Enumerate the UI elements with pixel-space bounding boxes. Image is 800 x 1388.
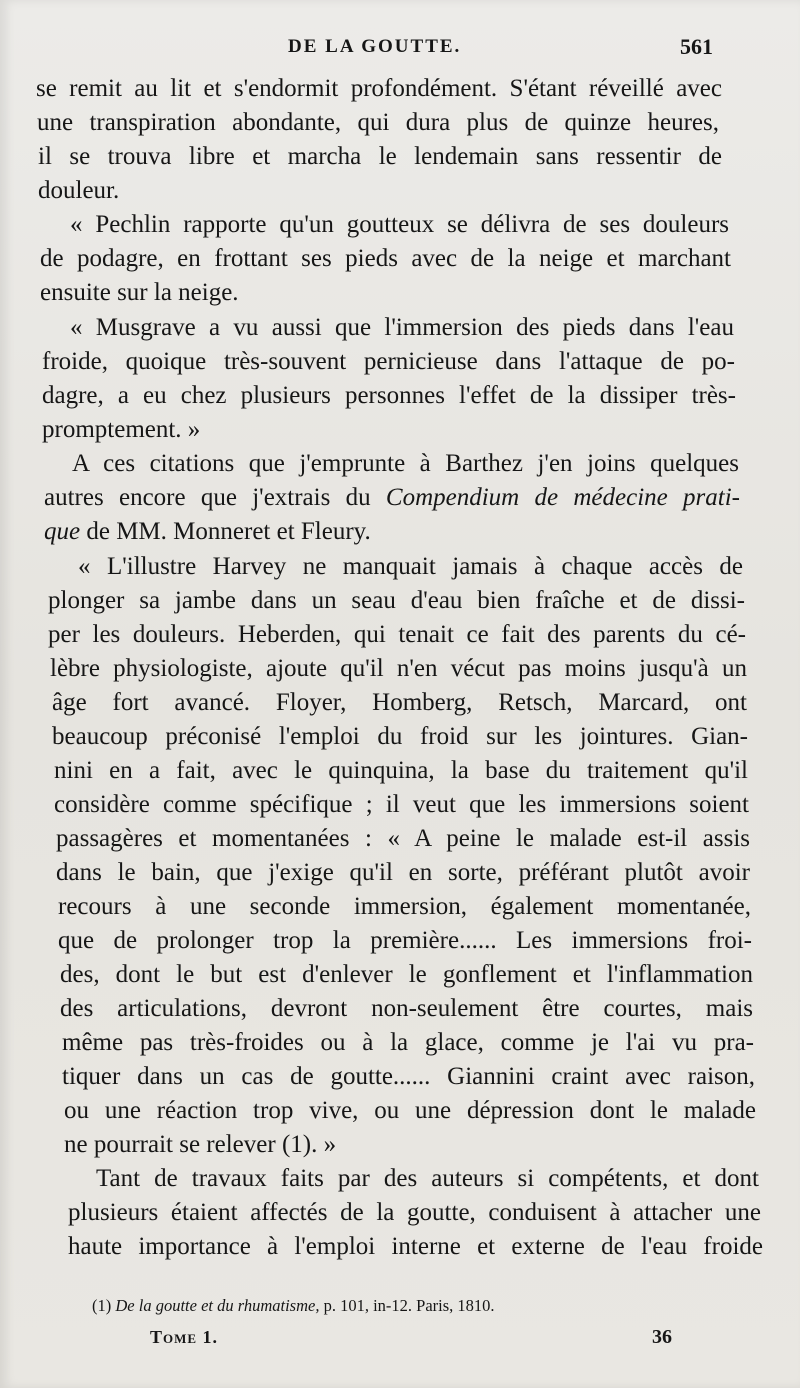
volume-label: Tome 1. xyxy=(150,1327,219,1347)
text-line: dagre, a eu chez plusieurs personnes l'effet de la dissiper très- xyxy=(42,382,736,409)
signature-mark: 36 xyxy=(652,1326,672,1348)
text-line: ou une réaction trop vive, ou une dépression dont le malade xyxy=(64,1097,756,1124)
text-line: beaucoup préconisé l'emploi du froid sur les jointures. Gian- xyxy=(52,723,748,750)
text-line: même pas très-froides ou à la glace, comme je l'ai vu pra- xyxy=(62,1029,754,1056)
text-line: plonger sa jambe dans un seau d'eau bien fraîche et de dissi- xyxy=(48,587,745,614)
book-title: Compendium de médecine prati- xyxy=(385,484,740,511)
text-line: « Pechlin rapporte qu'un goutteux se délivra de ses douleurs xyxy=(70,211,729,238)
page-number: 561 xyxy=(680,34,713,59)
text-line: tiquer dans un cas de goutte...... Giannini craint avec raison, xyxy=(62,1063,755,1090)
text-line xyxy=(44,483,740,513)
footnote-marker: (1) xyxy=(92,1296,112,1315)
text-line: passagères et momentanées : « A peine le malade est-il assis xyxy=(56,825,750,852)
text-line: Tant de travaux faits par des auteurs si compétents, et dont xyxy=(96,1165,759,1192)
text-line: recours à une seconde immersion, également momentanée, xyxy=(58,893,751,920)
text-line: A ces citations que j'emprunte à Barthez j'en joins quelques xyxy=(72,450,739,477)
text-line: âge fort avancé. Floyer, Homberg, Retsch, Marcard, ont xyxy=(52,689,747,716)
text-line: promptement. » xyxy=(42,416,201,443)
footnote-details: p. 101, in-12. Paris, 1810. xyxy=(323,1296,495,1315)
text-line: des articulations, devront non-seulement être courtes, mais xyxy=(60,995,753,1022)
text-line: per les douleurs. Heberden, qui tenait ce fait des parents du cé- xyxy=(48,621,746,648)
text-line: froide, quoique très-souvent pernicieuse dans l'attaque de po- xyxy=(42,348,735,375)
text-line: des, dont le but est d'enlever le gonflement et l'inflammation xyxy=(60,961,753,988)
text-line: il se trouva libre et marcha le lendemain sans ressentir de xyxy=(38,143,722,170)
text-line: se remit au lit et s'endormit profondément. S'étant réveillé avec xyxy=(36,75,722,102)
text-line: dans le bain, que j'exige qu'il en sorte, préférant plutôt avoir xyxy=(56,859,750,886)
text-line: lèbre physiologiste, ajoute qu'il n'en vécut pas moins jusqu'à un xyxy=(50,655,747,682)
running-title: DE LA GOUTTE. xyxy=(288,36,462,57)
text-line: considère comme spécifique ; il veut que les immersions soient xyxy=(54,791,749,818)
text-line: « Musgrave a vu aussi que l'immersion des pieds dans l'eau xyxy=(70,314,734,341)
text-segment: de MM. Monneret et Fleury. xyxy=(80,518,371,545)
text-line: une transpiration abondante, qui dura plus de quinze heures, xyxy=(37,109,719,136)
running-head xyxy=(0,34,800,64)
footnote-title: De la goutte et du rhumatisme, xyxy=(115,1296,320,1315)
text-line: ensuite sur la neige. xyxy=(40,279,239,306)
text-segment: autres encore que j'extrais du xyxy=(44,484,386,511)
text-line: plusieurs étaient affectés de la goutte, conduisent à attacher une xyxy=(68,1199,761,1226)
text-line: haute importance à l'emploi interne et externe de l'eau froide xyxy=(68,1233,763,1260)
text-line: nini en a fait, avec le quinquina, la base du traitement qu'il xyxy=(54,757,748,784)
text-line: de podagre, en frottant ses pieds avec de la neige et marchant xyxy=(40,245,731,272)
footnote xyxy=(92,1296,652,1316)
text-line: « L'illustre Harvey ne manquait jamais à chaque accès de xyxy=(78,553,743,580)
text-line: que de prolonger trop la première...... Les immersions froi- xyxy=(58,927,752,954)
book-title: que xyxy=(44,518,81,545)
text-line: ne pourrait se relever (1). » xyxy=(64,1131,337,1158)
text-line: douleur. xyxy=(38,177,120,204)
text-line xyxy=(44,517,740,547)
